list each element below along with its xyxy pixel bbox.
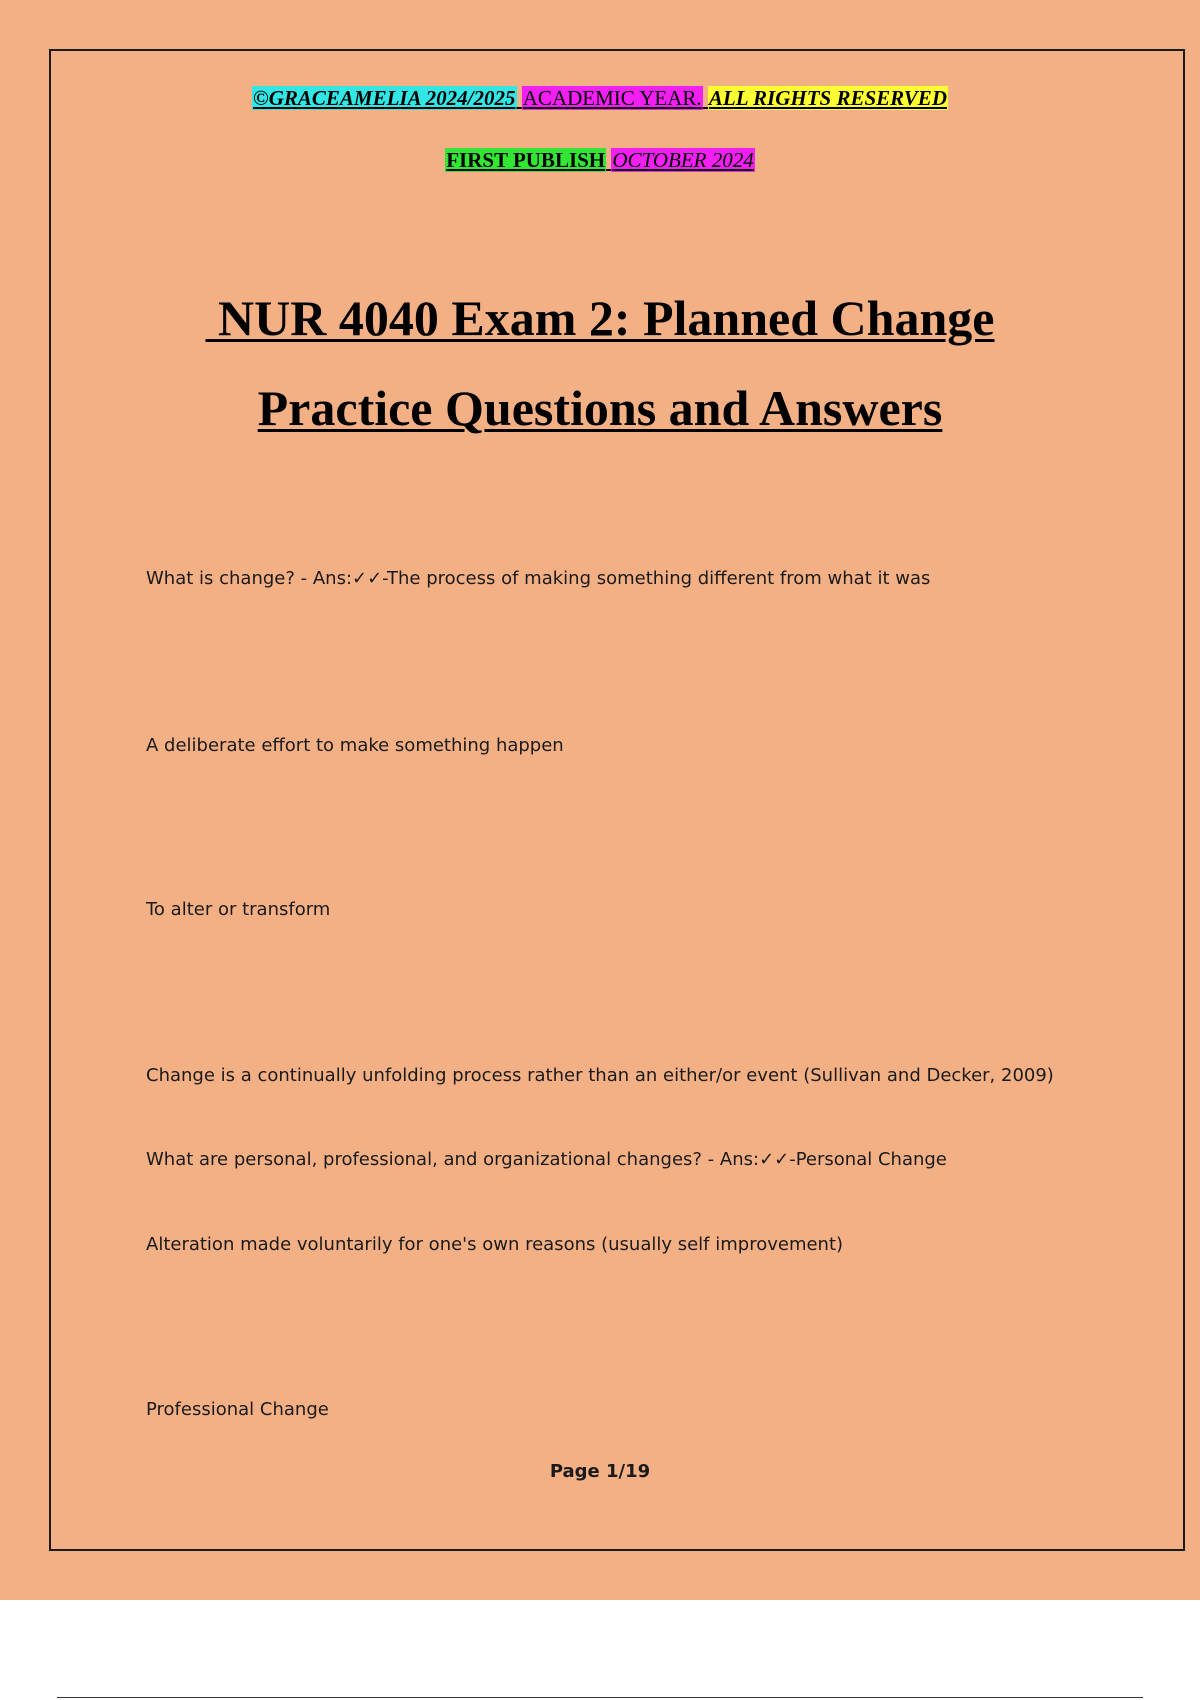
page-border <box>49 49 1185 1551</box>
header-line-2 <box>0 147 1200 173</box>
paragraph: To alter or transform <box>146 899 331 920</box>
rights-reserved-highlight: ALL RIGHTS RESERVED <box>708 86 947 110</box>
paragraph: What is change? - Ans:✓✓-The process of making something different from what it was <box>146 568 931 589</box>
paragraph: Change is a continually unfolding process rather than an either/or event (Sullivan and Decker, 2009) <box>146 1065 1054 1086</box>
paragraph: What are personal, professional, and organizational changes? - Ans:✓✓-Personal Change <box>146 1149 947 1170</box>
document-title-line-2: Practice Questions and Answers <box>257 380 943 436</box>
paragraph: Alteration made voluntarily for one's own reasons (usually self improvement) <box>146 1234 844 1255</box>
academic-year-highlight: ACADEMIC YEAR. <box>522 86 702 110</box>
paragraph: Professional Change <box>146 1399 329 1420</box>
copyright-highlight: ©GRACEAMELIA 2024/2025 <box>253 86 516 110</box>
publish-date-highlight: OCTOBER 2024 <box>612 148 754 172</box>
header-line-1 <box>0 85 1200 111</box>
paragraph: A deliberate effort to make something happen <box>146 735 564 756</box>
document-title-line-1: NUR 4040 Exam 2: Planned Change <box>205 290 995 346</box>
bottom-divider <box>57 1697 1143 1698</box>
first-publish-highlight: FIRST PUBLISH <box>446 148 606 172</box>
page-number: Page 1/19 <box>549 1461 651 1482</box>
